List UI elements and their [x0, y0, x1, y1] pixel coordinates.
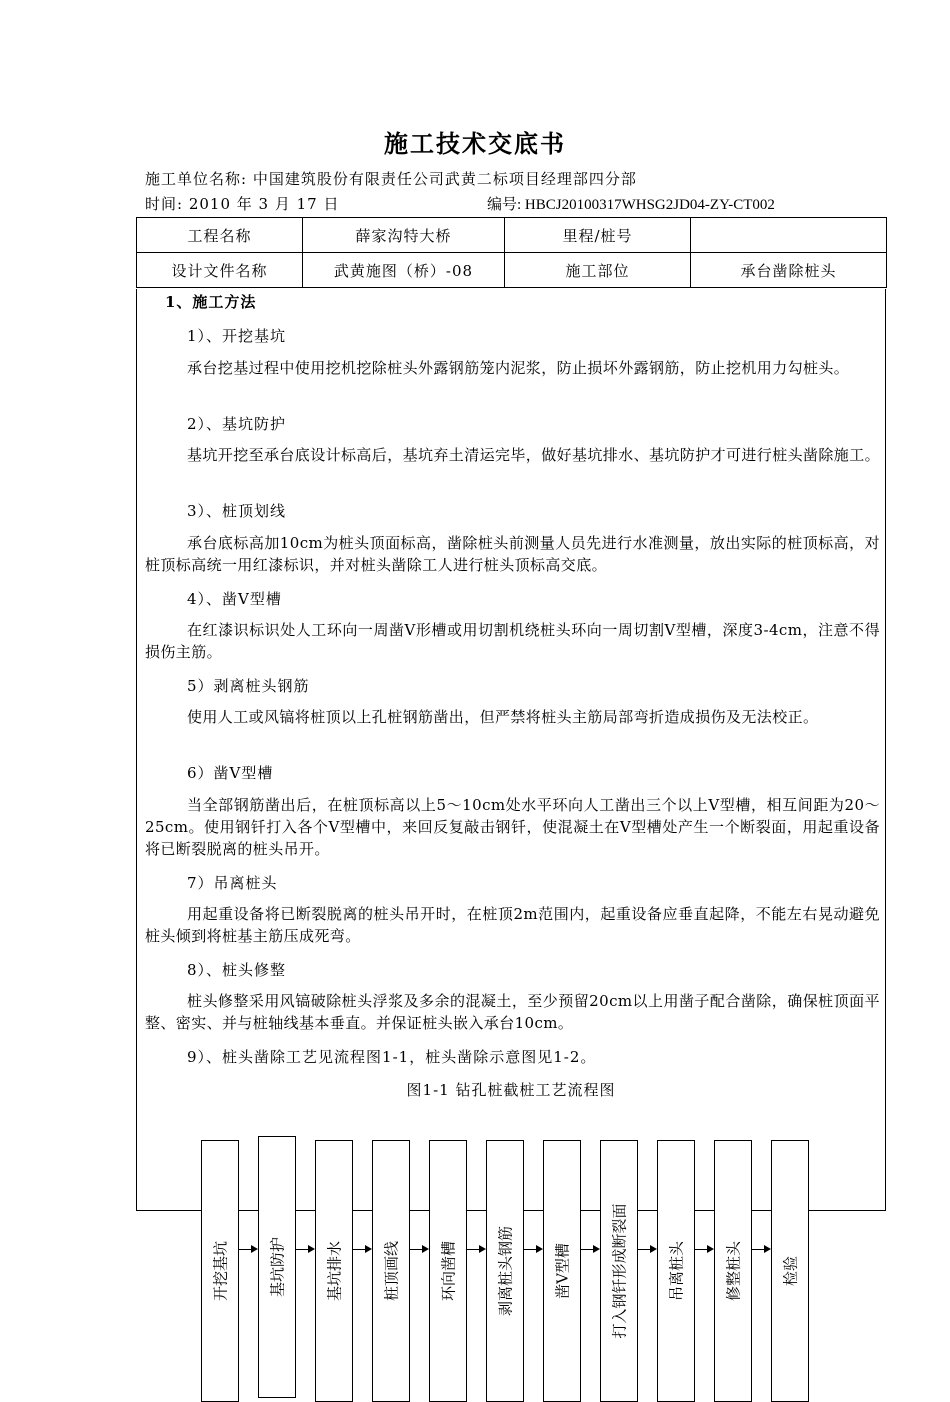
construction-unit: 施工单位名称: 中国建筑股份有限责任公司武黄二标项目经理部四分部 [145, 170, 637, 188]
step-text: 在红漆识标识处人工环向一周凿V形槽或用切割机绕桩头环向一周切割V型槽，深度3-4cm，注意不得损伤主筋。 [145, 621, 880, 661]
step-heading: 4）、凿V型槽 [187, 590, 282, 608]
flow-step-excavate: 开挖基坑 [201, 1140, 239, 1402]
flow-step-ring-groove: 环向凿槽 [429, 1140, 467, 1402]
flow-step-pit-protection: 基坑防护 [258, 1136, 296, 1398]
flow-arrow-icon [467, 1249, 484, 1250]
mileage-value [691, 218, 887, 253]
flow-step-drainage: 基坑排水 [315, 1140, 353, 1402]
step-heading: 7）吊离桩头 [187, 874, 278, 892]
construction-part-value: 承台凿除桩头 [691, 253, 887, 288]
construction-part-label: 施工部位 [505, 253, 691, 288]
flow-step-marking: 桩顶画线 [372, 1140, 410, 1402]
flow-arrow-icon [581, 1249, 598, 1250]
flow-step-v-groove: 凿V型槽 [543, 1140, 581, 1402]
step-text: 基坑开挖至承台底设计标高后，基坑弃土清运完毕，做好基坑排水、基坑防护才可进行桩头凿除施工。 [187, 446, 881, 464]
step-heading: 2）、基坑防护 [187, 415, 287, 433]
step-heading: 6）凿V型槽 [187, 764, 274, 782]
flow-arrow-icon [353, 1249, 370, 1250]
flow-arrow-icon [296, 1249, 313, 1250]
step-heading: 3）、桩顶划线 [187, 502, 287, 520]
step-heading: 8）、桩头修整 [187, 961, 287, 979]
table-row [137, 218, 887, 253]
flow-step-strip-rebar: 剥离桩头钢筋 [486, 1140, 524, 1402]
figure-caption: 图1-1 钻孔桩截桩工艺流程图 [406, 1081, 616, 1099]
step-text: 当全部钢筋凿出后，在桩顶标高以上5～10cm处水平环向人工凿出三个以上V型槽，相互间距为20～25cm。使用钢钎打入各个V型槽中，来回反复敲击钢钎，使混凝土在V型槽处产生一个断裂面，用起重设备将已断裂脱离的桩头吊开。 [145, 796, 880, 858]
project-name-label: 工程名称 [137, 218, 303, 253]
flow-arrow-icon [524, 1249, 541, 1250]
step-text: 承台挖基过程中使用挖机挖除桩头外露钢筋笼内泥浆，防止损坏外露钢筋，防止挖机用力勾桩头。 [187, 359, 850, 377]
flow-arrow-icon [410, 1249, 427, 1250]
flow-arrow-icon [752, 1249, 769, 1250]
table-row [137, 253, 887, 288]
info-table [136, 217, 887, 288]
step-text: 桩头修整采用风镐破除桩头浮浆及多余的混凝土，至少预留20cm以上用凿子配合凿除，确保桩顶面平整、密实、并与桩轴线基本垂直。并保证桩头嵌入承台10cm。 [145, 992, 880, 1032]
flow-arrow-icon [695, 1249, 712, 1250]
flow-arrow-icon [239, 1249, 256, 1250]
flow-step-inspect: 检验 [771, 1140, 809, 1402]
design-doc-value: 武黄施图（桥）-08 [303, 253, 505, 288]
step-text: 使用人工或风镐将桩顶以上孔桩钢筋凿出，但严禁将桩头主筋局部弯折造成损伤及无法校正。 [187, 708, 819, 726]
step-heading: 1）、开挖基坑 [187, 327, 287, 345]
document-title: 施工技术交底书 [384, 129, 566, 158]
design-doc-label: 设计文件名称 [137, 253, 303, 288]
project-name-value: 薛家沟特大桥 [303, 218, 505, 253]
step9-text: 9）、桩头凿除工艺见流程图1-1，桩头凿除示意图见1-2。 [187, 1048, 597, 1066]
mileage-label: 里程/桩号 [505, 218, 691, 253]
flow-step-trim: 修整桩头 [714, 1140, 752, 1402]
step-heading: 5）剥离桩头钢筋 [187, 677, 310, 695]
document-code: 编号: HBCJ20100317WHSG2JD04-ZY-CT002 [487, 197, 775, 213]
step-text: 用起重设备将已断裂脱离的桩头吊开时，在桩顶2m范围内，起重设备应垂直起降，不能左右晃动避免桩头倾到将桩基主筋压成死弯。 [145, 905, 880, 945]
date: 时间: 2010 年 3 月 17 日 [145, 195, 340, 213]
flow-step-fracture: 打入钢钎形成断裂面 [600, 1140, 638, 1402]
step-text: 承台底标高加10cm为桩头顶面标高，凿除桩头前测量人员先进行水准测量，放出实际的桩顶标高，对桩顶标高统一用红漆标识，并对桩头凿除工人进行桩头顶标高交底。 [145, 534, 880, 574]
flow-step-lift: 吊离桩头 [657, 1140, 695, 1402]
flow-arrow-icon [638, 1249, 655, 1250]
section-heading: 1、施工方法 [165, 293, 257, 311]
